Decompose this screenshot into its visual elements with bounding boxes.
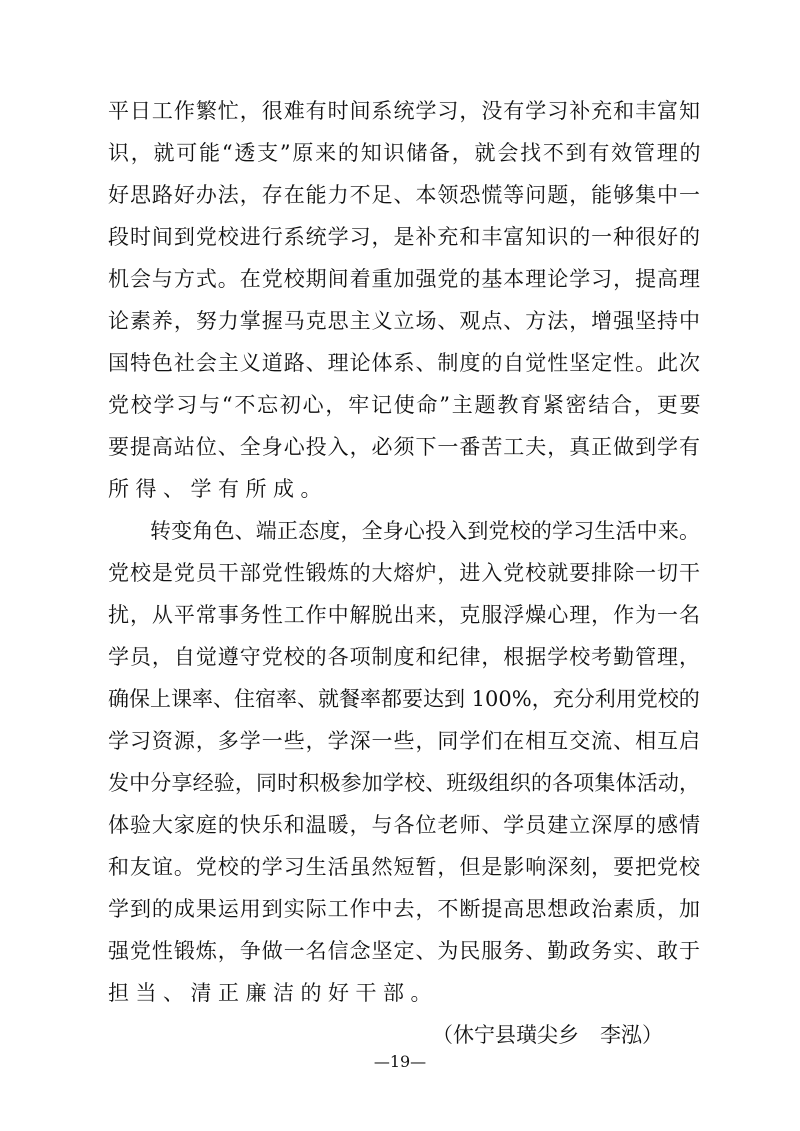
author-signature: （休宁县璜尖乡 李泓） <box>432 1023 663 1047</box>
text-line: 要提高站位、全身心投入，必须下一番苦工夫，真正做到学有 <box>108 435 701 459</box>
text-line: 担当、清正廉洁的好干部。 <box>108 981 438 1005</box>
text-line: 学习资源，多学一些，学深一些，同学们在相互交流、相互启 <box>108 729 701 753</box>
text-line: 平日工作繁忙，很难有时间系统学习，没有学习补充和丰富知 <box>108 99 701 123</box>
text-line: 段时间到党校进行系统学习，是补充和丰富知识的一种很好的 <box>108 225 701 249</box>
text-line: 好思路好办法，存在能力不足、本领恐慌等问题，能够集中一 <box>108 183 701 207</box>
text-line: 识，就可能“透支”原来的知识储备，就会找不到有效管理的 <box>108 141 703 165</box>
text-line: 学到的成果运用到实际工作中去，不断提高思想政治素质，加 <box>108 897 701 921</box>
text-line: 强党性锻炼，争做一名信念坚定、为民服务、勤政务实、敢于 <box>108 939 701 963</box>
text-line: 扰，从平常事务性工作中解脱出来，克服浮燥心理，作为一名 <box>108 603 701 627</box>
text-line: 党校学习与“不忘初心，牢记使命”主题教育紧密结合，更要 <box>108 393 703 417</box>
text-line: 和友谊。党校的学习生活虽然短暂，但是影响深刻，要把党校 <box>108 855 701 879</box>
text-line: 所得、学有所成。 <box>108 477 328 501</box>
text-line: 转变角色、端正态度，全身心投入到党校的学习生活中来。 <box>150 519 701 543</box>
text-line: 学员，自觉遵守党校的各项制度和纪律，根据学校考勤管理， <box>108 645 701 669</box>
page-number: —19— <box>373 1052 427 1071</box>
text-line: 国特色社会主义道路、理论体系、制度的自觉性坚定性。此次 <box>108 351 701 375</box>
text-line: 论素养，努力掌握马克思主义立场、观点、方法，增强坚持中 <box>108 309 701 333</box>
text-line: 党校是党员干部党性锻炼的大熔炉，进入党校就要排除一切干 <box>108 561 701 585</box>
text-line: 发中分享经验，同时积极参加学校、班级组织的各项集体活动， <box>108 771 701 795</box>
text-line: 机会与方式。在党校期间着重加强党的基本理论学习，提高理 <box>108 267 701 291</box>
text-line: 确保上课率、住宿率、就餐率都要达到 100%，充分利用党校的 <box>108 687 700 711</box>
text-line: 体验大家庭的快乐和温暖，与各位老师、学员建立深厚的感情 <box>108 813 701 837</box>
